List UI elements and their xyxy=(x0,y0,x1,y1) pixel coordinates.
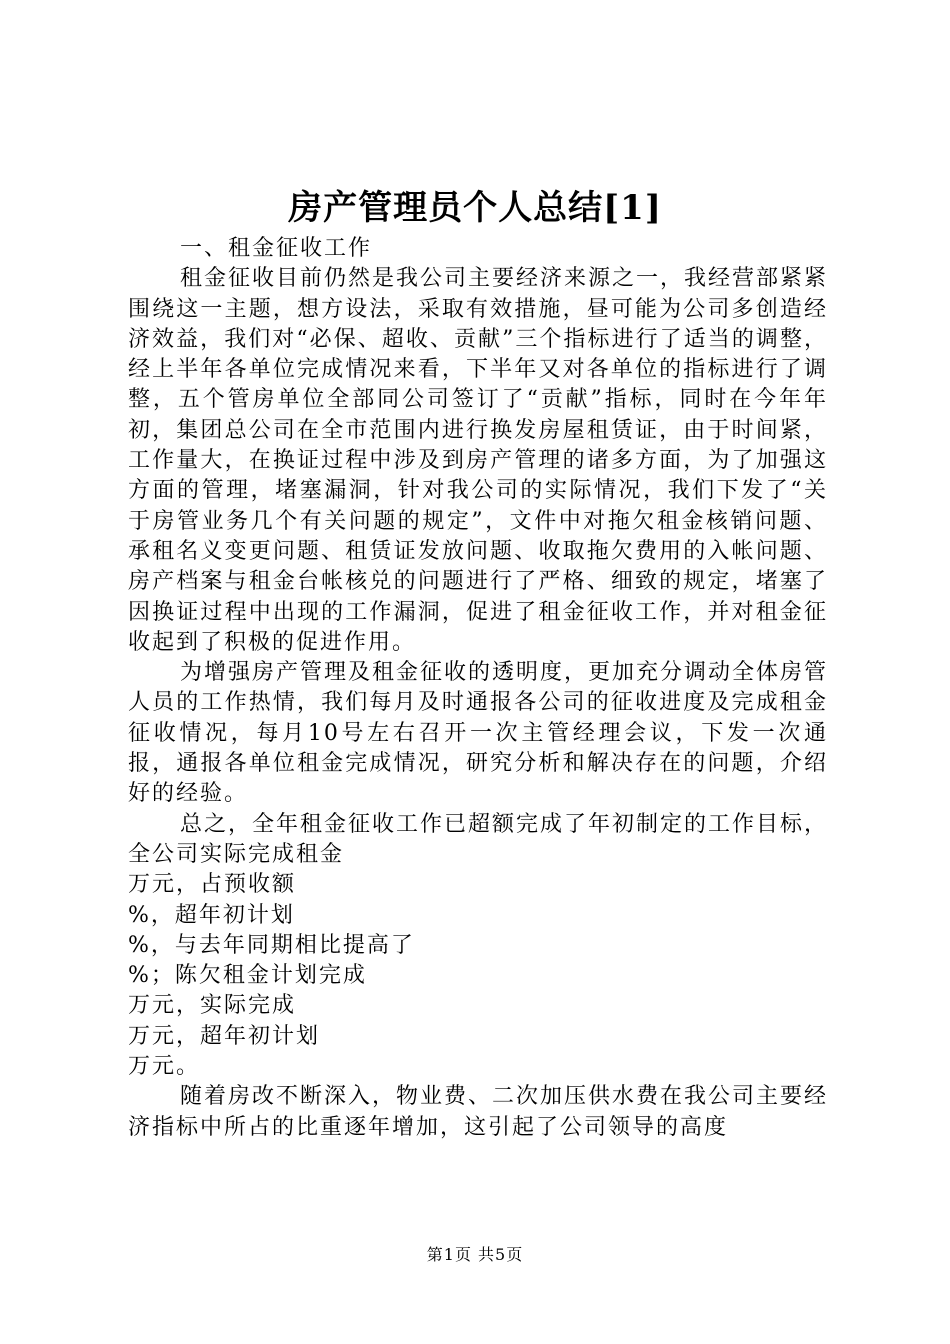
paragraph: 租金征收目前仍然是我公司主要经济来源之一，我经营部紧紧围绕这一主题，想方设法，采取有效措施，昼可能为公司多创造经济效益，我们对“必保、超收、贡献”三个指标进行了适当的调整，经上半年各单位完成情况来看，下半年又对各单位的指标进行了调整，五个管房单位全部同公司签订了“贡献”指标，同时在今年年初，集团总公司在全市范围内进行换发房屋租赁证，由于时间紧，工作量大，在换证过程中涉及到房产管理的诸多方面，为了加强这方面的管理，堵塞漏洞，针对我公司的实际情况，我们下发了“关于房管业务几个有关问题的规定”，文件中对拖欠租金核销问题、承租名义变更问题、租赁证发放问题、收取拖欠费用的入帐问题、房产档案与租金台帐核兑的问题进行了严格、细致的规定，堵塞了因换证过程中出现的工作漏洞，促进了租金征收工作，并对租金征收起到了积极的促进作用。 xyxy=(128,266,829,655)
document-body xyxy=(128,234,828,1143)
paragraph: 总之，全年租金征收工作已超额完成了年初制定的工作目标，全公司实际完成租金 xyxy=(128,811,829,867)
page-footer: 第1页 共5页 xyxy=(426,1245,524,1264)
short-line: %，与去年同期相比提高了 xyxy=(128,932,415,958)
paragraph: 为增强房产管理及租金征收的透明度，更加充分调动全体房管人员的工作热情，我们每月及时通报各公司的征收进度及完成租金征收情况，每月10号左右召开一次主管经理会议，下发一次通报，通报各单位租金完成情况，研究分析和解决存在的问题，介绍好的经验。 xyxy=(128,660,829,807)
paragraph: 随着房改不断深入，物业费、二次加压供水费在我公司主要经济指标中所占的比重逐年增加，这引起了公司领导的高度 xyxy=(128,1084,829,1140)
section-heading: 一、租金征收工作 xyxy=(180,236,373,261)
short-line: 万元。 xyxy=(128,1054,201,1080)
short-line: 万元，超年初计划 xyxy=(128,1023,321,1049)
short-line: %，超年初计划 xyxy=(128,902,295,928)
document-title: 房产管理员个人总结[1] xyxy=(288,188,662,228)
short-line: %；陈欠租金计划完成 xyxy=(128,963,367,989)
short-line: 万元，占预收额 xyxy=(128,872,297,898)
short-line: 万元，实际完成 xyxy=(128,993,297,1019)
